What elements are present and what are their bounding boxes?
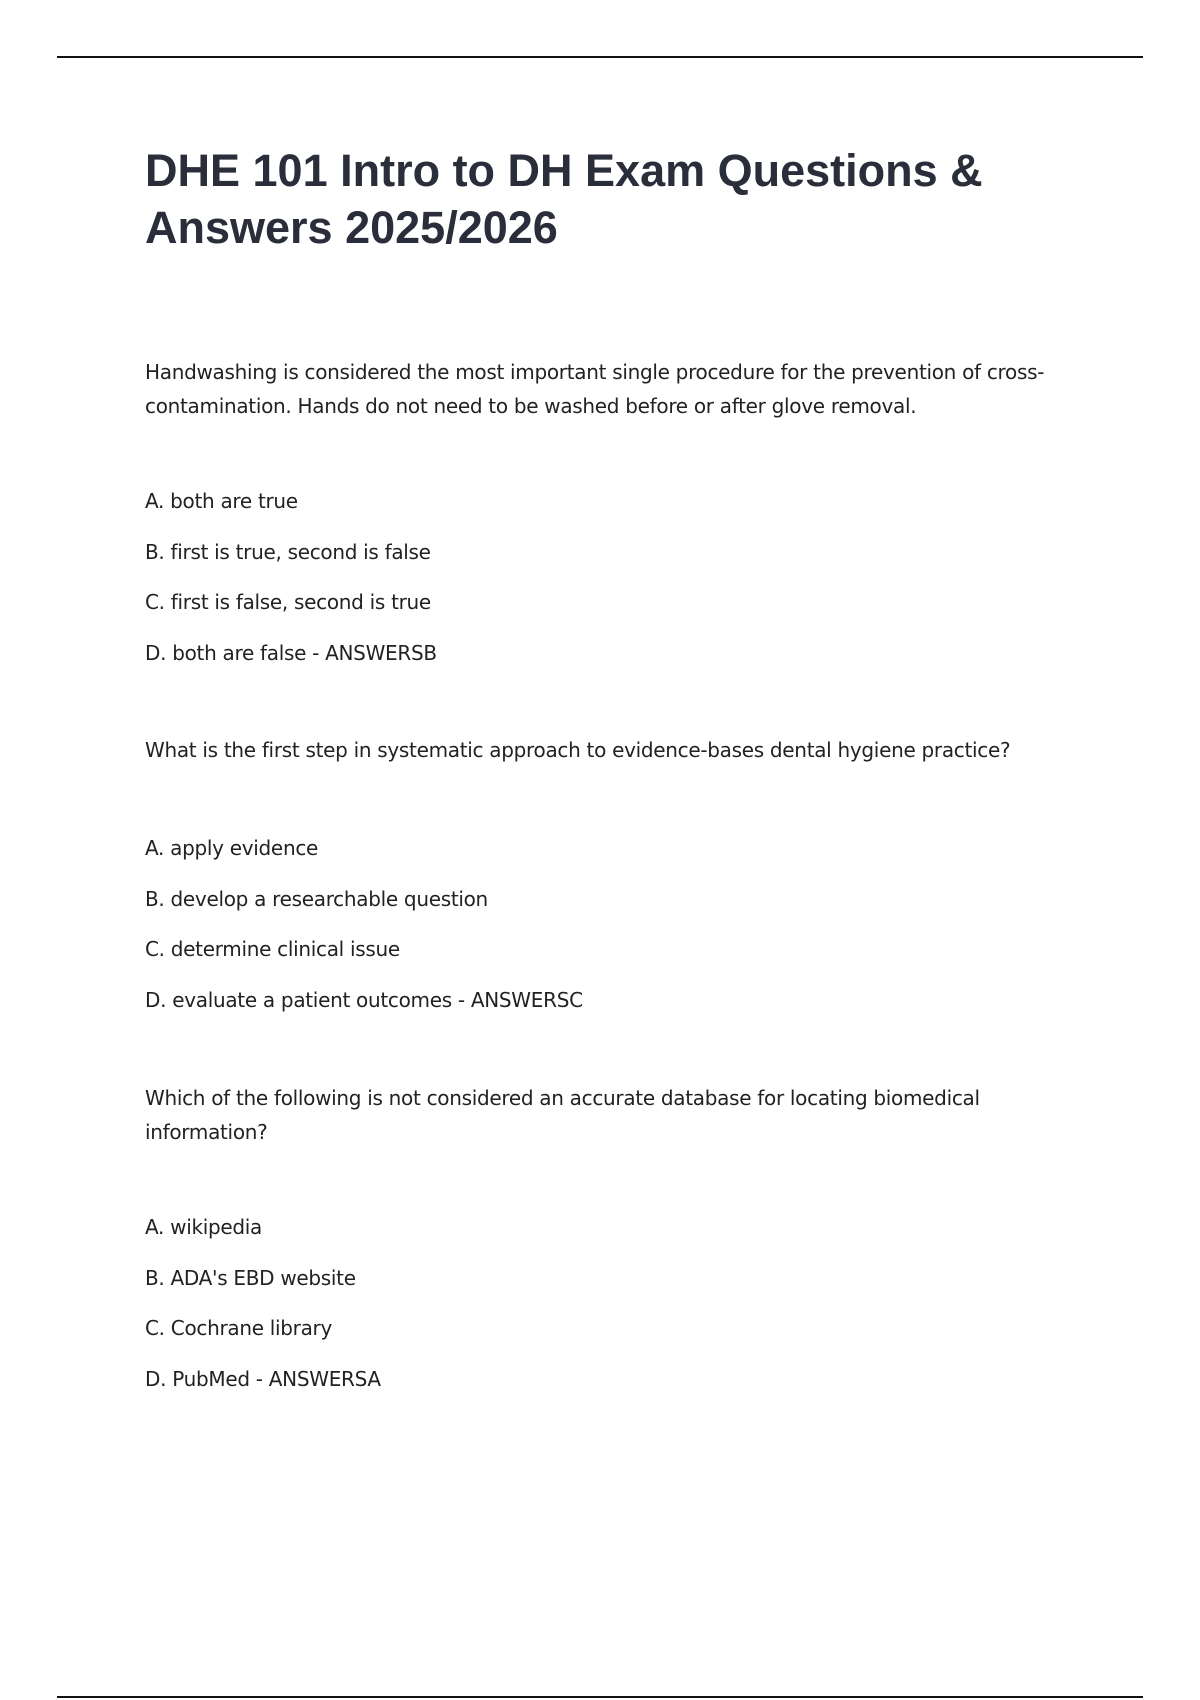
question-block-2 <box>145 733 1065 1035</box>
question-text: What is the first step in systematic approach to evidence-bases dental hygiene practice? <box>145 738 1011 762</box>
option-b: B. develop a researchable question <box>145 886 488 911</box>
option-a: A. both are true <box>145 489 298 513</box>
answer-options <box>145 486 1065 688</box>
question-block-1 <box>145 355 1065 688</box>
page-title: DHE 101 Intro to DH Exam Questions & Answers 2025/2026 <box>145 145 983 253</box>
question-text: Which of the following is not considered an accurate database for locating biomedical information? <box>145 1086 980 1144</box>
option-c: C. determine clinical issue <box>145 937 400 961</box>
option-a: A. apply evidence <box>145 836 319 860</box>
bottom-rule <box>57 1696 1143 1698</box>
option-d: D. evaluate a patient outcomes - ANSWERSC <box>145 987 583 1012</box>
option-c: C. Cochrane library <box>145 1316 333 1340</box>
question-block-3 <box>145 1081 1065 1414</box>
option-d: D. PubMed - ANSWERSA <box>145 1366 381 1391</box>
question-text: Handwashing is considered the most important single procedure for the prevention of cross-contamination. Hands do not need to be washed before or after glove removal. <box>145 360 1045 418</box>
top-rule <box>57 56 1143 58</box>
answer-options <box>145 833 1065 1035</box>
option-b: B. ADA's EBD website <box>145 1265 356 1290</box>
option-b: B. first is true, second is false <box>145 539 431 564</box>
option-a: A. wikipedia <box>145 1215 263 1239</box>
option-d: D. both are false - ANSWERSB <box>145 640 437 665</box>
answer-options <box>145 1212 1065 1414</box>
question-list <box>145 355 1065 1414</box>
option-c: C. first is false, second is true <box>145 590 431 614</box>
